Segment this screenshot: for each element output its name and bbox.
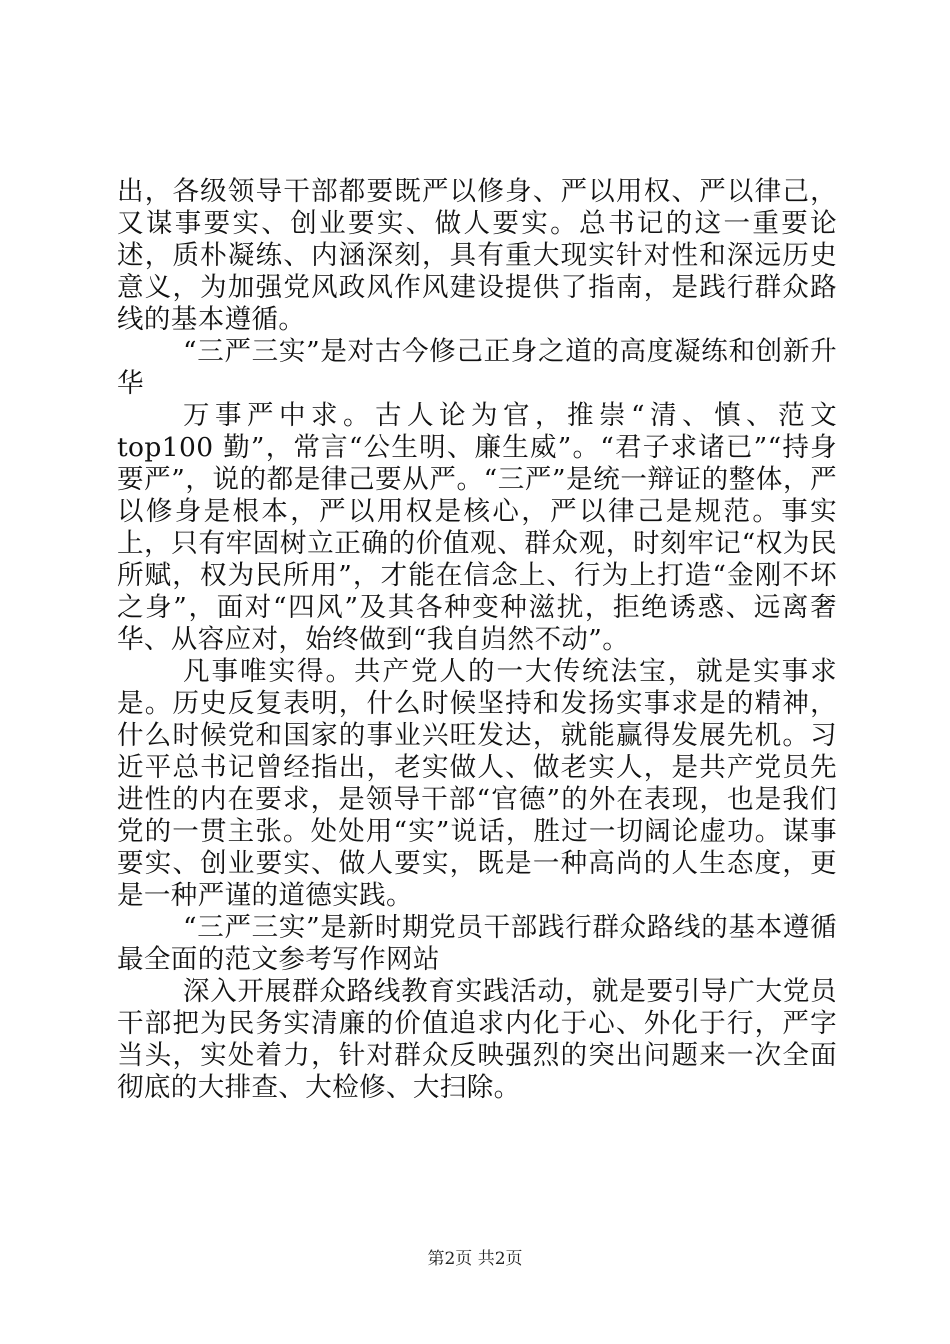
section-heading-three-strict: “三严三实”是对古今修己正身之道的高度凝练和创新升华 [117,336,837,399]
paragraph-mass-line-activity: 深入开展群众路线教育实践活动，就是要引导广大党员干部把为民务实清廉的价值追求内化于心、外化于行，严字当头，实处着力，针对群众反映强烈的突出问题来一次全面彻底的大排查、大检修、大扫除。 [117,976,837,1103]
page-number-footer: 第2页 共2页 [427,1249,523,1269]
section-heading-mass-line: “三严三实”是新时期党员干部践行群众路线的基本遵循最全面的范文参考写作网站 [117,912,837,975]
paragraph-practicality: 凡事唯实得。共产党人的一大传统法宝，就是实事求是。历史反复表明，什么时候坚持和发扬实事求是的精神，什么时候党和国家的事业兴旺发达，就能赢得发展先机。习近平总书记曾经指出，老实做人、做老实人，是共产党员先进性的内在要求，是领导干部“官德”的外在表现，也是我们党的一贯主张。处处用“实”说话，胜过一切阔论虚功。谋事要实、创业要实、做人要实，既是一种高尚的人生态度，更是一种严谨的道德实践。 [117,656,837,911]
paragraph-continuation: 出，各级领导干部都要既严以修身、严以用权、严以律己，又谋事要实、创业要实、做人要实。总书记的这一重要论述，质朴凝练、内涵深刻，具有重大现实针对性和深远历史意义，为加强党风政风作风建设提供了指南，是践行群众路线的基本遵循。 [117,176,837,335]
document-body [117,176,837,1104]
paragraph-strictness: 万事严中求。古人论为官，推崇“清、慎、范文 top100 勤”，常言“公生明、廉生威”。“君子求诸已”“持身要严”，说的都是律己要从严。“三严”是统一辩证的整体，严以修身是根本，严以用权是核心，严以律己是规范。事实上，只有牢固树立正确的价值观、群众观，时刻牢记“权为民所赋，权为民所用”，才能在信念上、行为上打造“金刚不坏之身”，面对“四风”及其各种变种滋扰，拒绝诱惑、远离奢华、从容应对，始终做到“我自岿然不动”。 [117,400,837,655]
